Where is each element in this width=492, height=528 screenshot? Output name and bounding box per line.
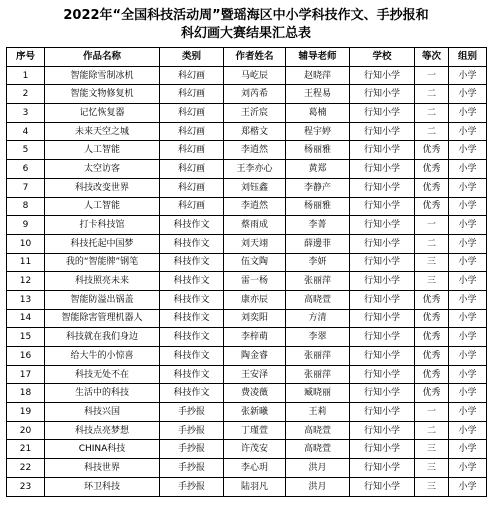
cell-index: 6 (7, 160, 45, 179)
cell-author: 费凌薇 (224, 384, 286, 403)
cell-group: 小学 (449, 365, 487, 384)
cell-index: 8 (7, 197, 45, 216)
cell-group: 小学 (449, 272, 487, 291)
cell-author: 康亦辰 (224, 290, 286, 309)
cell-index: 5 (7, 141, 45, 160)
cell-work-title: 科技世界 (45, 459, 160, 478)
cell-award: 优秀 (415, 309, 449, 328)
cell-group: 小学 (449, 216, 487, 235)
cell-index: 4 (7, 122, 45, 141)
cell-teacher: 洪月 (286, 477, 350, 496)
cell-work-title: 科技兴国 (45, 403, 160, 422)
cell-group: 小学 (449, 440, 487, 459)
cell-school: 行知小学 (350, 365, 415, 384)
cell-index: 19 (7, 403, 45, 422)
cell-author: 蔡雨成 (224, 216, 286, 235)
cell-group: 小学 (449, 85, 487, 104)
cell-category: 科幻画 (160, 104, 224, 123)
cell-index: 7 (7, 178, 45, 197)
cell-work-title: 科技托起中国梦 (45, 234, 160, 253)
cell-index: 10 (7, 234, 45, 253)
cell-author: 王李亦心 (224, 160, 286, 179)
header-teacher: 辅导老师 (286, 48, 350, 67)
cell-index: 14 (7, 309, 45, 328)
cell-category: 科幻画 (160, 122, 224, 141)
cell-author: 张新曦 (224, 403, 286, 422)
cell-category: 科幻画 (160, 141, 224, 160)
table-row (7, 347, 487, 366)
header-award: 等次 (415, 48, 449, 67)
cell-school: 行知小学 (350, 347, 415, 366)
cell-category: 科幻画 (160, 197, 224, 216)
cell-award: 一 (415, 66, 449, 85)
cell-award: 一 (415, 216, 449, 235)
cell-work-title: 智能文物修复机 (45, 85, 160, 104)
cell-work-title: 科技无处不在 (45, 365, 160, 384)
cell-award: 三 (415, 477, 449, 496)
cell-category: 科技作文 (160, 253, 224, 272)
cell-group: 小学 (449, 347, 487, 366)
table-row (7, 290, 487, 309)
cell-work-title: 环卫科技 (45, 477, 160, 496)
cell-school: 行知小学 (350, 421, 415, 440)
cell-category: 科技作文 (160, 328, 224, 347)
header-author: 作者姓名 (224, 48, 286, 67)
cell-group: 小学 (449, 309, 487, 328)
table-header-row (7, 48, 487, 67)
cell-work-title: 我的“智能牌”钢笔 (45, 253, 160, 272)
cell-work-title: 记忆恢复器 (45, 104, 160, 123)
cell-author: 伍文陶 (224, 253, 286, 272)
cell-teacher: 李静产 (286, 178, 350, 197)
table-row (7, 141, 487, 160)
cell-teacher: 张丽萍 (286, 365, 350, 384)
cell-award: 优秀 (415, 328, 449, 347)
cell-category: 科技作文 (160, 290, 224, 309)
cell-index: 23 (7, 477, 45, 496)
cell-work-title: 打卡科技馆 (45, 216, 160, 235)
cell-teacher: 高晓萱 (286, 421, 350, 440)
cell-work-title: 智能除害管理机器人 (45, 309, 160, 328)
cell-school: 行知小学 (350, 459, 415, 478)
results-table (6, 47, 487, 497)
cell-teacher: 李妍 (286, 253, 350, 272)
table-row (7, 160, 487, 179)
header-index: 序号 (7, 48, 45, 67)
cell-group: 小学 (449, 122, 487, 141)
table-row (7, 85, 487, 104)
cell-category: 科幻画 (160, 66, 224, 85)
cell-award: 二 (415, 421, 449, 440)
cell-teacher: 臧晓丽 (286, 384, 350, 403)
cell-work-title: 科技照亮未来 (45, 272, 160, 291)
cell-school: 行知小学 (350, 253, 415, 272)
cell-index: 1 (7, 66, 45, 85)
cell-school: 行知小学 (350, 160, 415, 179)
cell-school: 行知小学 (350, 272, 415, 291)
cell-index: 20 (7, 421, 45, 440)
cell-index: 21 (7, 440, 45, 459)
cell-work-title: 生活中的科技 (45, 384, 160, 403)
cell-work-title: 给大牛的小惊喜 (45, 347, 160, 366)
cell-author: 刘芮希 (224, 85, 286, 104)
header-group: 组别 (449, 48, 487, 67)
table-row (7, 272, 487, 291)
table-row (7, 197, 487, 216)
table-row (7, 253, 487, 272)
cell-school: 行知小学 (350, 197, 415, 216)
cell-index: 18 (7, 384, 45, 403)
cell-school: 行知小学 (350, 141, 415, 160)
cell-school: 行知小学 (350, 104, 415, 123)
cell-work-title: 科技就在我们身边 (45, 328, 160, 347)
cell-author: 李心玥 (224, 459, 286, 478)
cell-author: 雷一杨 (224, 272, 286, 291)
cell-teacher: 程宇婷 (286, 122, 350, 141)
cell-school: 行知小学 (350, 290, 415, 309)
cell-author: 郑楷文 (224, 122, 286, 141)
cell-teacher: 黄郑 (286, 160, 350, 179)
header-category: 类别 (160, 48, 224, 67)
cell-category: 科幻画 (160, 85, 224, 104)
table-row (7, 421, 487, 440)
table-row (7, 66, 487, 85)
cell-index: 22 (7, 459, 45, 478)
cell-teacher: 薛邊菲 (286, 234, 350, 253)
table-row (7, 104, 487, 123)
cell-teacher: 洪月 (286, 459, 350, 478)
cell-work-title: 未来天空之城 (45, 122, 160, 141)
cell-group: 小学 (449, 459, 487, 478)
cell-school: 行知小学 (350, 66, 415, 85)
cell-group: 小学 (449, 328, 487, 347)
table-row (7, 440, 487, 459)
cell-teacher: 李翠 (286, 328, 350, 347)
cell-author: 许茂安 (224, 440, 286, 459)
cell-index: 12 (7, 272, 45, 291)
cell-index: 2 (7, 85, 45, 104)
cell-school: 行知小学 (350, 440, 415, 459)
table-row (7, 403, 487, 422)
cell-school: 行知小学 (350, 122, 415, 141)
cell-author: 李逍然 (224, 141, 286, 160)
cell-author: 马屹辰 (224, 66, 286, 85)
cell-category: 科技作文 (160, 384, 224, 403)
cell-school: 行知小学 (350, 234, 415, 253)
cell-teacher: 高晓萱 (286, 290, 350, 309)
cell-award: 二 (415, 104, 449, 123)
table-row (7, 365, 487, 384)
table-row (7, 216, 487, 235)
cell-work-title: 智能除雪制冰机 (45, 66, 160, 85)
cell-group: 小学 (449, 290, 487, 309)
cell-award: 三 (415, 459, 449, 478)
table-row (7, 234, 487, 253)
cell-work-title: 人工智能 (45, 197, 160, 216)
cell-category: 科技作文 (160, 309, 224, 328)
cell-school: 行知小学 (350, 328, 415, 347)
cell-teacher: 赵晓萍 (286, 66, 350, 85)
cell-author: 王沂宸 (224, 104, 286, 123)
cell-category: 手抄报 (160, 421, 224, 440)
cell-category: 科技作文 (160, 216, 224, 235)
cell-award: 优秀 (415, 347, 449, 366)
cell-group: 小学 (449, 160, 487, 179)
cell-school: 行知小学 (350, 309, 415, 328)
cell-award: 二 (415, 85, 449, 104)
cell-work-title: 智能防溢出锅盖 (45, 290, 160, 309)
cell-index: 13 (7, 290, 45, 309)
cell-work-title: 人工智能 (45, 141, 160, 160)
cell-group: 小学 (449, 384, 487, 403)
cell-author: 刘钰鑫 (224, 178, 286, 197)
cell-author: 李逍然 (224, 197, 286, 216)
cell-index: 9 (7, 216, 45, 235)
cell-index: 3 (7, 104, 45, 123)
cell-category: 手抄报 (160, 440, 224, 459)
table-body (7, 66, 487, 496)
cell-category: 科技作文 (160, 347, 224, 366)
cell-group: 小学 (449, 234, 487, 253)
cell-award: 二 (415, 234, 449, 253)
cell-author: 刘天翊 (224, 234, 286, 253)
cell-school: 行知小学 (350, 384, 415, 403)
table-row (7, 459, 487, 478)
cell-work-title: CHINA科技 (45, 440, 160, 459)
cell-award: 优秀 (415, 141, 449, 160)
cell-group: 小学 (449, 421, 487, 440)
cell-award: 优秀 (415, 384, 449, 403)
cell-school: 行知小学 (350, 403, 415, 422)
cell-teacher: 杨丽雅 (286, 197, 350, 216)
cell-group: 小学 (449, 477, 487, 496)
cell-author: 丁瑾萱 (224, 421, 286, 440)
cell-teacher: 葛楠 (286, 104, 350, 123)
cell-author: 王安泽 (224, 365, 286, 384)
cell-work-title: 太空访客 (45, 160, 160, 179)
header-work-title: 作品名称 (45, 48, 160, 67)
cell-school: 行知小学 (350, 477, 415, 496)
cell-award: 三 (415, 272, 449, 291)
cell-award: 一 (415, 403, 449, 422)
cell-award: 二 (415, 122, 449, 141)
cell-teacher: 王程易 (286, 85, 350, 104)
cell-group: 小学 (449, 178, 487, 197)
cell-award: 优秀 (415, 197, 449, 216)
table-row (7, 309, 487, 328)
document-title-line-1: 2022年“全国科技活动周”暨瑶海区中小学科技作文、手抄报和 (63, 8, 429, 23)
table-row (7, 122, 487, 141)
cell-award: 优秀 (415, 290, 449, 309)
cell-author: 陶金睿 (224, 347, 286, 366)
cell-teacher: 王莉 (286, 403, 350, 422)
cell-school: 行知小学 (350, 85, 415, 104)
cell-group: 小学 (449, 403, 487, 422)
cell-teacher: 张丽萍 (286, 272, 350, 291)
cell-index: 17 (7, 365, 45, 384)
cell-group: 小学 (449, 66, 487, 85)
cell-category: 科技作文 (160, 234, 224, 253)
cell-award: 优秀 (415, 178, 449, 197)
cell-group: 小学 (449, 253, 487, 272)
cell-school: 行知小学 (350, 216, 415, 235)
cell-award: 优秀 (415, 160, 449, 179)
cell-author: 陆羽凡 (224, 477, 286, 496)
cell-teacher: 杨丽雅 (286, 141, 350, 160)
cell-work-title: 科技点亮梦想 (45, 421, 160, 440)
cell-work-title: 科技改变世界 (45, 178, 160, 197)
cell-category: 科技作文 (160, 272, 224, 291)
cell-category: 科幻画 (160, 160, 224, 179)
cell-index: 11 (7, 253, 45, 272)
cell-category: 手抄报 (160, 459, 224, 478)
cell-teacher: 张丽萍 (286, 347, 350, 366)
cell-teacher: 方清 (286, 309, 350, 328)
cell-group: 小学 (449, 141, 487, 160)
cell-award: 优秀 (415, 365, 449, 384)
table-row (7, 384, 487, 403)
cell-author: 刘奕阳 (224, 309, 286, 328)
cell-index: 15 (7, 328, 45, 347)
cell-author: 李梓萌 (224, 328, 286, 347)
cell-group: 小学 (449, 197, 487, 216)
cell-group: 小学 (449, 104, 487, 123)
cell-category: 科幻画 (160, 178, 224, 197)
table-row (7, 477, 487, 496)
cell-index: 16 (7, 347, 45, 366)
cell-category: 科技作文 (160, 365, 224, 384)
table-row (7, 328, 487, 347)
header-school: 学校 (350, 48, 415, 67)
cell-award: 三 (415, 440, 449, 459)
table-row (7, 178, 487, 197)
cell-teacher: 李菁 (286, 216, 350, 235)
cell-category: 手抄报 (160, 477, 224, 496)
document-title-line-2: 科幻画大赛结果汇总表 (180, 26, 311, 41)
cell-teacher: 高晓萱 (286, 440, 350, 459)
cell-award: 三 (415, 253, 449, 272)
cell-category: 手抄报 (160, 403, 224, 422)
cell-school: 行知小学 (350, 178, 415, 197)
